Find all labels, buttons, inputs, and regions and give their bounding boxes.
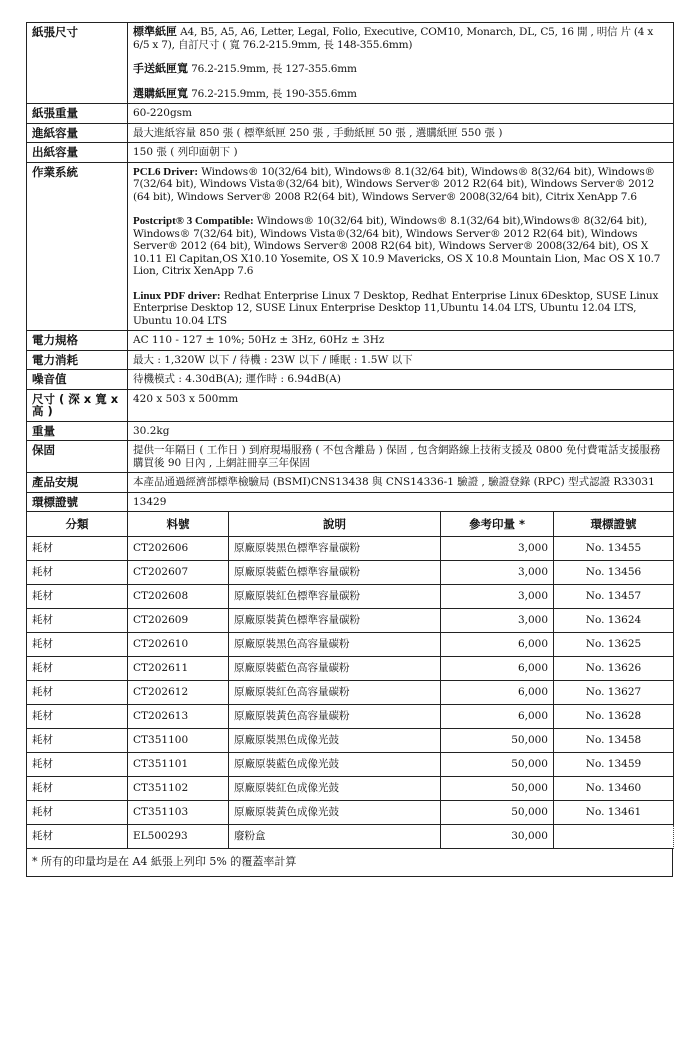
part-number-cell: CT202606 xyxy=(128,537,229,561)
eco-label-cell: No. 13455 xyxy=(554,537,674,561)
part-number-cell: CT202612 xyxy=(128,681,229,705)
spec-value-section xyxy=(133,26,668,51)
category-cell: 耗材 xyxy=(27,801,128,825)
spec-value-section xyxy=(133,88,668,101)
spec-value-heading: 選購紙匣寬 xyxy=(133,87,188,100)
page-yield-cell: 50,000 xyxy=(441,801,554,825)
description-cell: 廢粉盒 xyxy=(229,825,441,849)
spec-value-heading: PCL6 Driver: xyxy=(133,165,199,178)
spec-value-text: 60-220gsm xyxy=(133,107,193,119)
spec-value-text: 30.2kg xyxy=(133,424,170,437)
eco-label-cell: No. 13624 xyxy=(554,609,674,633)
footnote-table xyxy=(26,848,673,877)
eco-label-cell: No. 13625 xyxy=(554,633,674,657)
spec-value-section xyxy=(133,63,668,76)
spec-row xyxy=(27,370,674,390)
col-header-eco-label: 環標證號 xyxy=(554,512,674,537)
spec-row xyxy=(27,162,674,331)
spec-value-text: AC 110 - 127 ± 10%; 50Hz ± 3Hz, 60Hz ± 3Hz xyxy=(133,334,385,346)
spec-label: 尺寸 ( 深 x 寬 x 高 ) xyxy=(27,389,128,421)
spec-value xyxy=(128,421,674,441)
spec-value xyxy=(128,473,674,493)
part-number-cell: CT202607 xyxy=(128,561,229,585)
consumables-header-row xyxy=(27,512,674,537)
consumable-row xyxy=(27,585,674,609)
eco-label-cell: No. 13457 xyxy=(554,585,674,609)
spec-label: 重量 xyxy=(27,421,128,441)
eco-label-cell: No. 13626 xyxy=(554,657,674,681)
eco-label-cell: No. 13628 xyxy=(554,705,674,729)
page-yield-cell: 6,000 xyxy=(441,705,554,729)
page-yield-cell: 3,000 xyxy=(441,537,554,561)
category-cell: 耗材 xyxy=(27,585,128,609)
part-number-cell: EL500293 xyxy=(128,825,229,849)
spec-value-section xyxy=(133,290,668,328)
part-number-cell: CT202609 xyxy=(128,609,229,633)
consumable-row xyxy=(27,537,674,561)
page-yield-cell: 3,000 xyxy=(441,609,554,633)
part-number-cell: CT202610 xyxy=(128,633,229,657)
col-header-page-yield: 參考印量 * xyxy=(441,512,554,537)
page-yield-cell: 6,000 xyxy=(441,657,554,681)
spec-row xyxy=(27,421,674,441)
consumable-row xyxy=(27,801,674,825)
spec-label: 出紙容量 xyxy=(27,143,128,163)
page-yield-cell: 3,000 xyxy=(441,585,554,609)
spec-value xyxy=(128,162,674,331)
spec-value-section xyxy=(133,354,668,367)
spec-value xyxy=(128,104,674,124)
spec-label: 紙張重量 xyxy=(27,104,128,124)
description-cell: 原廠原裝黃色標準容量碳粉 xyxy=(229,609,441,633)
page-yield-cell: 50,000 xyxy=(441,777,554,801)
category-cell: 耗材 xyxy=(27,609,128,633)
spec-value-section xyxy=(133,334,668,347)
consumable-row xyxy=(27,729,674,753)
col-header-category: 分類 xyxy=(27,512,128,537)
spec-value-text: A4, B5, A5, A6, Letter, Legal, Folio, Executive, COM10, Monarch, DL, C5, 16 開 , 明信 片 (4 x 6/5 x 7), 自訂尺寸 ( 寬 76.2-215.9mm, 長 148-355.6mm) xyxy=(133,26,654,51)
spec-value-section xyxy=(133,127,668,140)
spec-value-section xyxy=(133,496,668,509)
category-cell: 耗材 xyxy=(27,705,128,729)
consumable-row xyxy=(27,777,674,801)
spec-value xyxy=(128,370,674,390)
description-cell: 原廠原裝黑色成像光鼓 xyxy=(229,729,441,753)
spec-value-section xyxy=(133,393,668,406)
category-cell: 耗材 xyxy=(27,537,128,561)
spec-label: 作業系統 xyxy=(27,162,128,331)
part-number-cell: CT202613 xyxy=(128,705,229,729)
eco-label-cell: No. 13627 xyxy=(554,681,674,705)
spec-label: 電力消耗 xyxy=(27,350,128,370)
category-cell: 耗材 xyxy=(27,729,128,753)
spec-value-heading: 標準紙匣 xyxy=(133,26,177,38)
col-header-part-number: 料號 xyxy=(128,512,229,537)
spec-value-heading: Linux PDF driver: xyxy=(133,289,221,302)
description-cell: 原廠原裝紅色高容量碳粉 xyxy=(229,681,441,705)
page-yield-cell: 6,000 xyxy=(441,633,554,657)
spec-value xyxy=(128,331,674,351)
description-cell: 原廠原裝紅色標準容量碳粉 xyxy=(229,585,441,609)
spec-value-text: 提供一年隔日 ( 工作日 ) 到府現場服務 ( 不包含離島 ) 保固 , 包含網路線上技術支援及 0800 免付費電話支援服務 購買後 90 日內 , 上網註冊享三年保固 xyxy=(133,444,661,469)
part-number-cell: CT351103 xyxy=(128,801,229,825)
spec-value-heading: 手送紙匣寬 xyxy=(133,63,188,75)
spec-value-text: Windows® 10(32/64 bit), Windows® 8.1(32/64 bit), Windows® 8(32/64 bit), Windows® 7(32/64 bit), Windows Vista®(32/64 bit), Windows Server® 2012 R2(64 bit), Windows Server® 2012 (64 bit), Windows Server® 2008 R2(64 bit), Windows Server® 2008(32/64 bit), Citrix XenApp 7.6 xyxy=(133,165,655,203)
consumable-row xyxy=(27,609,674,633)
spec-value xyxy=(128,23,674,104)
spec-value xyxy=(128,123,674,143)
spec-value-section xyxy=(133,373,668,386)
spec-value xyxy=(128,441,674,473)
spec-value xyxy=(128,389,674,421)
consumable-row xyxy=(27,753,674,777)
spec-value-text: Redhat Enterprise Linux 7 Desktop, Redhat Enterprise Linux 6Desktop, SUSE Linux Enterprise Desktop 12, SUSE Linux Enterprise Desktop 11,Ubuntu 14.04 LTS, Ubuntu 12.04 LTS, Ubuntu 10.04 LTS xyxy=(133,289,659,327)
consumable-row xyxy=(27,681,674,705)
spec-value-text: 76.2-215.9mm, 長 127-355.6mm xyxy=(188,63,357,75)
spec-label: 產品安規 xyxy=(27,473,128,493)
spec-sheet xyxy=(26,22,673,877)
spec-value-text: 本產品通過經濟部標準檢驗局 (BSMI)CNS13438 與 CNS14336-1 驗證 , 驗證登錄 (RPC) 型式認證 R33031 xyxy=(133,476,655,488)
part-number-cell: CT202611 xyxy=(128,657,229,681)
page-yield-cell: 50,000 xyxy=(441,729,554,753)
page-yield-cell: 50,000 xyxy=(441,753,554,777)
category-cell: 耗材 xyxy=(27,777,128,801)
page-yield-cell: 3,000 xyxy=(441,561,554,585)
spec-value-section xyxy=(133,444,668,469)
part-number-cell: CT351101 xyxy=(128,753,229,777)
category-cell: 耗材 xyxy=(27,657,128,681)
spec-value-section xyxy=(133,215,668,278)
spec-value xyxy=(128,143,674,163)
eco-label-cell: No. 13456 xyxy=(554,561,674,585)
spec-row xyxy=(27,492,674,512)
spec-value-text: 420 x 503 x 500mm xyxy=(133,392,239,405)
spec-label: 環標證號 xyxy=(27,492,128,512)
spec-value-heading: Postcript® 3 Compatible: xyxy=(133,215,254,227)
spec-value-section xyxy=(133,166,668,204)
spec-row xyxy=(27,123,674,143)
spec-value-section xyxy=(133,476,668,489)
spec-row xyxy=(27,331,674,351)
spec-value-text: 待機模式 : 4.30dB(A); 運作時 : 6.94dB(A) xyxy=(133,373,341,385)
spec-row xyxy=(27,23,674,104)
spec-label: 噪音值 xyxy=(27,370,128,390)
spec-label: 保固 xyxy=(27,441,128,473)
spec-value-text: 76.2-215.9mm, 長 190-355.6mm xyxy=(188,87,357,100)
description-cell: 原廠原裝黑色標準容量碳粉 xyxy=(229,537,441,561)
page-yield-cell: 6,000 xyxy=(441,681,554,705)
col-header-description: 說明 xyxy=(229,512,441,537)
spec-value-text: 150 張 ( 列印面朝下 ) xyxy=(133,146,238,158)
category-cell: 耗材 xyxy=(27,825,128,849)
spec-label: 電力規格 xyxy=(27,331,128,351)
category-cell: 耗材 xyxy=(27,633,128,657)
spec-row xyxy=(27,104,674,124)
spec-row xyxy=(27,143,674,163)
spec-value-section xyxy=(133,146,668,159)
consumable-row xyxy=(27,705,674,729)
eco-label-cell: No. 13461 xyxy=(554,801,674,825)
spec-table xyxy=(26,22,674,512)
spec-label: 進紙容量 xyxy=(27,123,128,143)
part-number-cell: CT202608 xyxy=(128,585,229,609)
spec-value-text: Windows® 10(32/64 bit), Windows® 8.1(32/64 bit),Windows® 8(32/64 bit), Windows® 7(32/64 bit), Windows Vista®(32/64 bit), Windows Server® 2012 R2(64 bit), Windows Server® 2012 (64 bit), Windows Server® 2008 R2(64 bit), Windows Server® 2008(32/64 bit), OS X 10.11 El Capitan,OS X10.10 Yosemite, OS X 10.9 Mavericks, OS X 10.8 Mountain Lion, Mac OS X 10.7 Lion, Citrix XenApp 7.6 xyxy=(133,215,661,277)
consumable-row xyxy=(27,633,674,657)
description-cell: 原廠原裝黃色成像光鼓 xyxy=(229,801,441,825)
footnote: * 所有的印量均是在 A4 紙張上列印 5% 的覆蓋率計算 xyxy=(27,849,673,877)
spec-value xyxy=(128,350,674,370)
spec-value xyxy=(128,492,674,512)
category-cell: 耗材 xyxy=(27,753,128,777)
spec-row xyxy=(27,473,674,493)
description-cell: 原廠原裝紅色成像光鼓 xyxy=(229,777,441,801)
spec-row xyxy=(27,350,674,370)
description-cell: 原廠原裝黃色高容量碳粉 xyxy=(229,705,441,729)
eco-label-cell xyxy=(554,825,674,849)
consumables-table xyxy=(26,511,674,849)
spec-label: 紙張尺寸 xyxy=(27,23,128,104)
consumable-row xyxy=(27,825,674,849)
spec-value-text: 最大進紙容量 850 張 ( 標準紙匣 250 張 , 手動紙匣 50 張 , 選購紙匣 550 張 ) xyxy=(133,126,503,139)
consumable-row xyxy=(27,561,674,585)
eco-label-cell: No. 13458 xyxy=(554,729,674,753)
description-cell: 原廠原裝藍色高容量碳粉 xyxy=(229,657,441,681)
consumable-row xyxy=(27,657,674,681)
description-cell: 原廠原裝藍色成像光鼓 xyxy=(229,753,441,777)
part-number-cell: CT351100 xyxy=(128,729,229,753)
description-cell: 原廠原裝藍色標準容量碳粉 xyxy=(229,561,441,585)
part-number-cell: CT351102 xyxy=(128,777,229,801)
spec-row xyxy=(27,389,674,421)
spec-value-text: 13429 xyxy=(133,495,167,508)
eco-label-cell: No. 13460 xyxy=(554,777,674,801)
category-cell: 耗材 xyxy=(27,681,128,705)
spec-row xyxy=(27,441,674,473)
spec-value-text: 最大 : 1,320W 以下 / 待機 : 23W 以下 / 睡眠 : 1.5W 以下 xyxy=(133,353,413,366)
spec-value-section xyxy=(133,107,668,120)
eco-label-cell: No. 13459 xyxy=(554,753,674,777)
category-cell: 耗材 xyxy=(27,561,128,585)
page-yield-cell: 30,000 xyxy=(441,825,554,849)
spec-value-section xyxy=(133,425,668,438)
description-cell: 原廠原裝黑色高容量碳粉 xyxy=(229,633,441,657)
